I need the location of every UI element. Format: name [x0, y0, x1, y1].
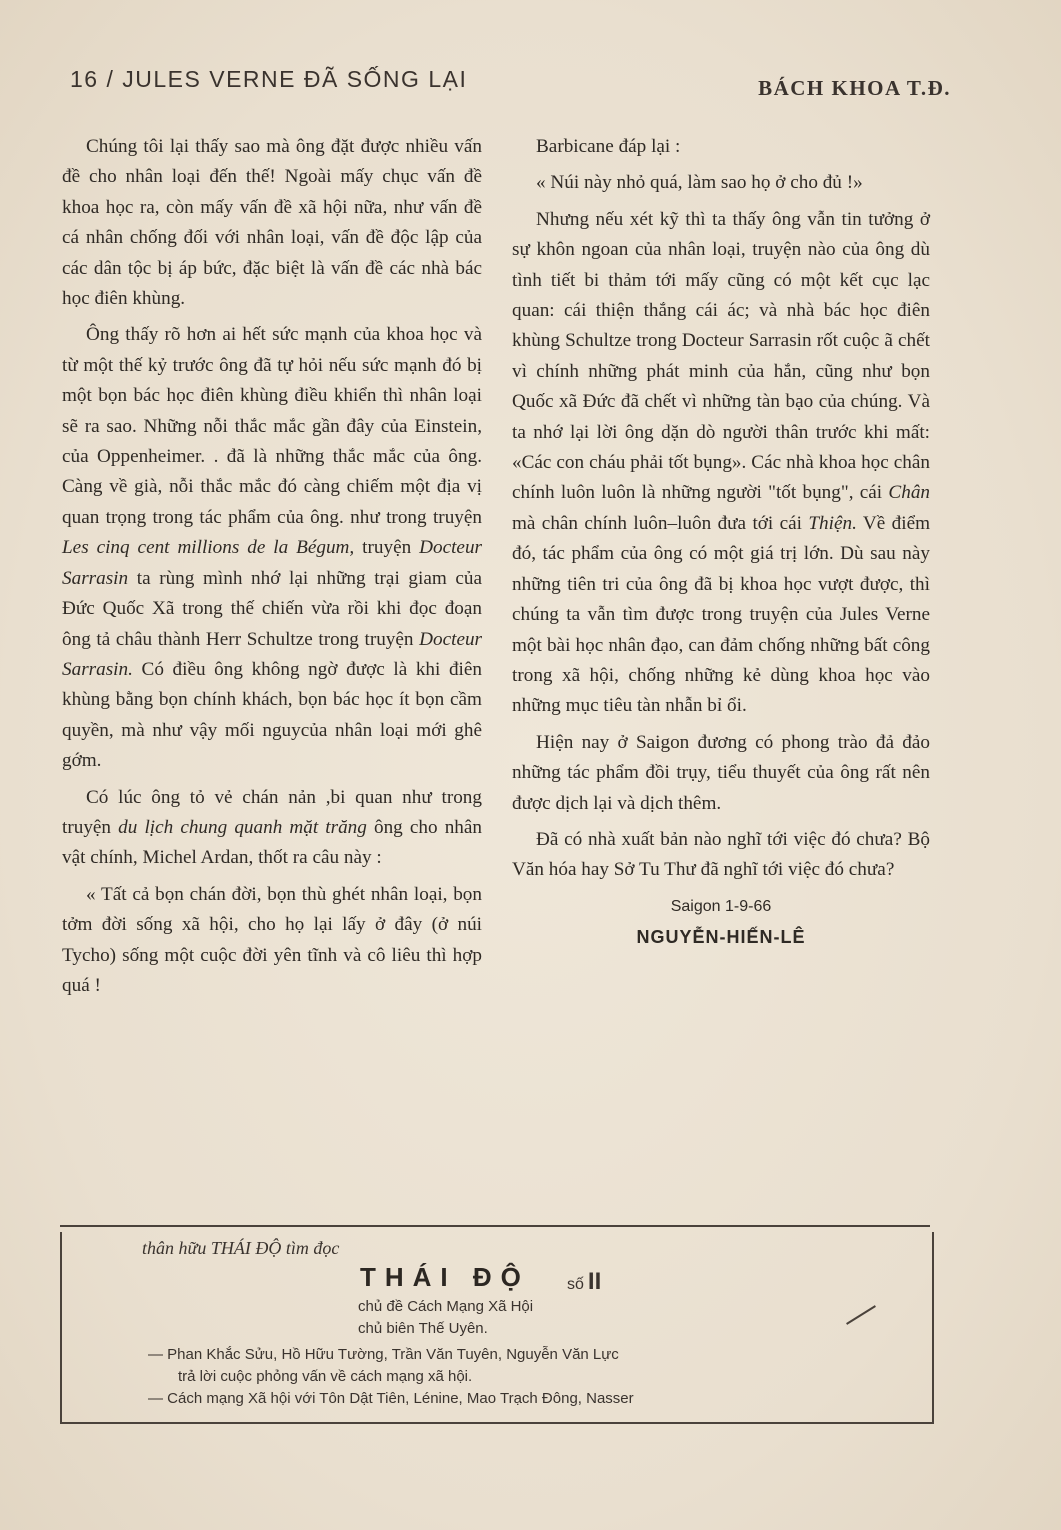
- ad-contents-item: — Cách mạng Xã hội với Tôn Dật Tiên, Lénine, Mao Trạch Đông, Nasser: [148, 1390, 634, 1407]
- running-head: [70, 60, 951, 100]
- quotation: « Núi này nhỏ quá, làm sao họ ở cho đủ !»: [536, 172, 863, 194]
- paragraph-text: Ông thấy rõ hơn ai hết sức mạnh của khoa học và từ một thế kỷ trước ông đã tự hỏi nếu sức mạnh đó bị một bọn bác học điên khùng điều khiển thì nhân loại sẽ ra sao. Những nỗi thắc mắc gần đây của Einstein, của Oppenheimer. . đã là những thắc mắc của ông. Càng về già, nỗi thắc mắc đó càng chiếm một địa vị quan trọng trong tác phẩm của ông. như trong truyện: [62, 324, 482, 528]
- ad-contents-item: — Phan Khắc Sửu, Hồ Hữu Tường, Trần Văn Tuyên, Nguyễn Văn Lực: [148, 1346, 619, 1363]
- book-title: du lịch chung quanh mặt trăng: [118, 816, 367, 838]
- book-title: Docteur Sarrasin: [62, 537, 482, 589]
- author-signature: NGUYỄN-HIẾN-LÊ: [636, 927, 806, 948]
- ad-intro: thân hữu THÁI ĐỘ tìm đọc: [142, 1238, 340, 1258]
- ad-issue: [567, 1268, 601, 1296]
- running-head-publication: BÁCH KHOA T.Đ.: [758, 76, 951, 100]
- ad-issue-label: số: [567, 1276, 584, 1293]
- paragraph: [62, 783, 482, 874]
- paragraph-text: ông cho nhân vật chính, Michel Ardan, thốt ra câu này :: [62, 816, 482, 869]
- section-divider: [60, 1225, 930, 1227]
- running-head-title: 16 / JULES VERNE ĐÃ SỐNG LẠI: [70, 66, 468, 92]
- emphasis: Thiện.: [808, 512, 857, 534]
- ad-masthead: THÁI ĐỘ: [360, 1262, 530, 1292]
- paragraph: Chúng tôi lại thấy sao mà ông đặt được nhiều vấn đề cho nhân loại đến thế! Ngoài mấy chục vấn đề khoa học ra, còn mấy vấn đề xã hội nữa, như vấn đề cá nhân chống đối với nhân loại, vấn đề độc lập của các dân tộc bị áp bức, đặc biệt là vấn đề các nhà bác học điên khùng.: [62, 136, 482, 310]
- paragraph-text: ta rùng mình nhớ lại những trại giam của Đức Quốc Xã trong thế chiến vừa rồi khi đọc đoạn ông tả châu thành Herr Schultze trong truyện: [62, 567, 483, 650]
- ad-issue-number: II: [587, 1268, 602, 1295]
- paragraph: Barbicane đáp lại :: [536, 136, 681, 157]
- quotation: « Tất cả bọn chán đời, bọn thù ghét nhân loại, bọn tởm đời sống xã hội, cho họ lại lấy ở đây (ở núi Tycho) sống một cuộc đời yên tĩnh và cô liêu thì hợp quá !: [62, 883, 482, 996]
- ad-theme: chủ đề Cách Mạng Xã Hội: [358, 1298, 534, 1315]
- ad-editor: chủ biên Thế Uyên.: [358, 1320, 488, 1337]
- left-column: [62, 132, 482, 1007]
- paragraph: Đã có nhà xuất bản nào nghĩ tới việc đó chưa? Bộ Văn hóa hay Sở Tu Thư đã nghĩ tới việc đó chưa?: [512, 828, 930, 881]
- book-title: Docteur Sarrasin.: [62, 628, 483, 680]
- pen-mark: [846, 1305, 876, 1325]
- emphasis: Chân: [888, 482, 931, 504]
- ad-contents-item-continued: trả lời cuộc phỏng vấn về cách mạng xã hội.: [178, 1368, 473, 1385]
- paragraph-text: Có điều ông không ngờ được là khi điên khùng bằng bọn chính khách, bọn bác học ít bọn cầm quyền, mà như vậy mối nguycủa nhân loại mới ghê gớm.: [62, 658, 483, 772]
- paragraph: [512, 205, 930, 722]
- article-date: Saigon 1-9-66: [670, 897, 772, 915]
- advertisement-box: [60, 1232, 934, 1424]
- book-title: Les cinq cent millions de la Bégum,: [62, 537, 355, 559]
- paragraph: Hiện nay ở Saigon đương có phong trào đả đảo những tác phẩm đồi trụy, tiểu thuyết của ông rất nên được dịch lại và dịch thêm.: [512, 731, 930, 814]
- paragraph-text: Về điểm đó, tác phẩm của ông có một giá trị lớn. Dù sau này những tiên tri của ông đã bị khoa học vượt được, thì chúng ta vẫn tìm được trong truyện của Jules Verne một bài học nhân đạo, can đảm chống những bất công trong xã hội, chống những kẻ dùng khoa học vào những mục tiêu tàn nhẫn bỉ ổi.: [512, 512, 931, 717]
- paragraph-text: Có lúc ông tỏ vẻ chán nản ,bi quan như trong truyện: [62, 786, 482, 838]
- paragraph-text: Nhưng nếu xét kỹ thì ta thấy ông vẫn tin tưởng ở sự khôn ngoan của nhân loại, truyện nào của ông dù tình tiết bi thảm tới mấy cũng có một kết cục lạc quan: cái thiện thắng cái ác; và nhà bác học điên khùng Schultze trong Docteur Sarrasin rốt cuộc ã chết vì chính những phát minh của hắn, cũng như bọn Quốc xã Đức đã chết vì những tàn bạo của chúng. Và ta nhớ lại lời ông dặn dò người thân trước khi mất: «Các con cháu phải tốt bụng». Các nhà khoa học chân chính luôn luôn là những người "tốt bụng", cái: [512, 208, 930, 504]
- paragraph-text: truyện: [362, 537, 412, 559]
- right-column: [512, 132, 930, 953]
- paragraph-text: mà chân chính luôn–luôn đưa tới cái: [512, 512, 802, 534]
- paragraph: [62, 320, 482, 776]
